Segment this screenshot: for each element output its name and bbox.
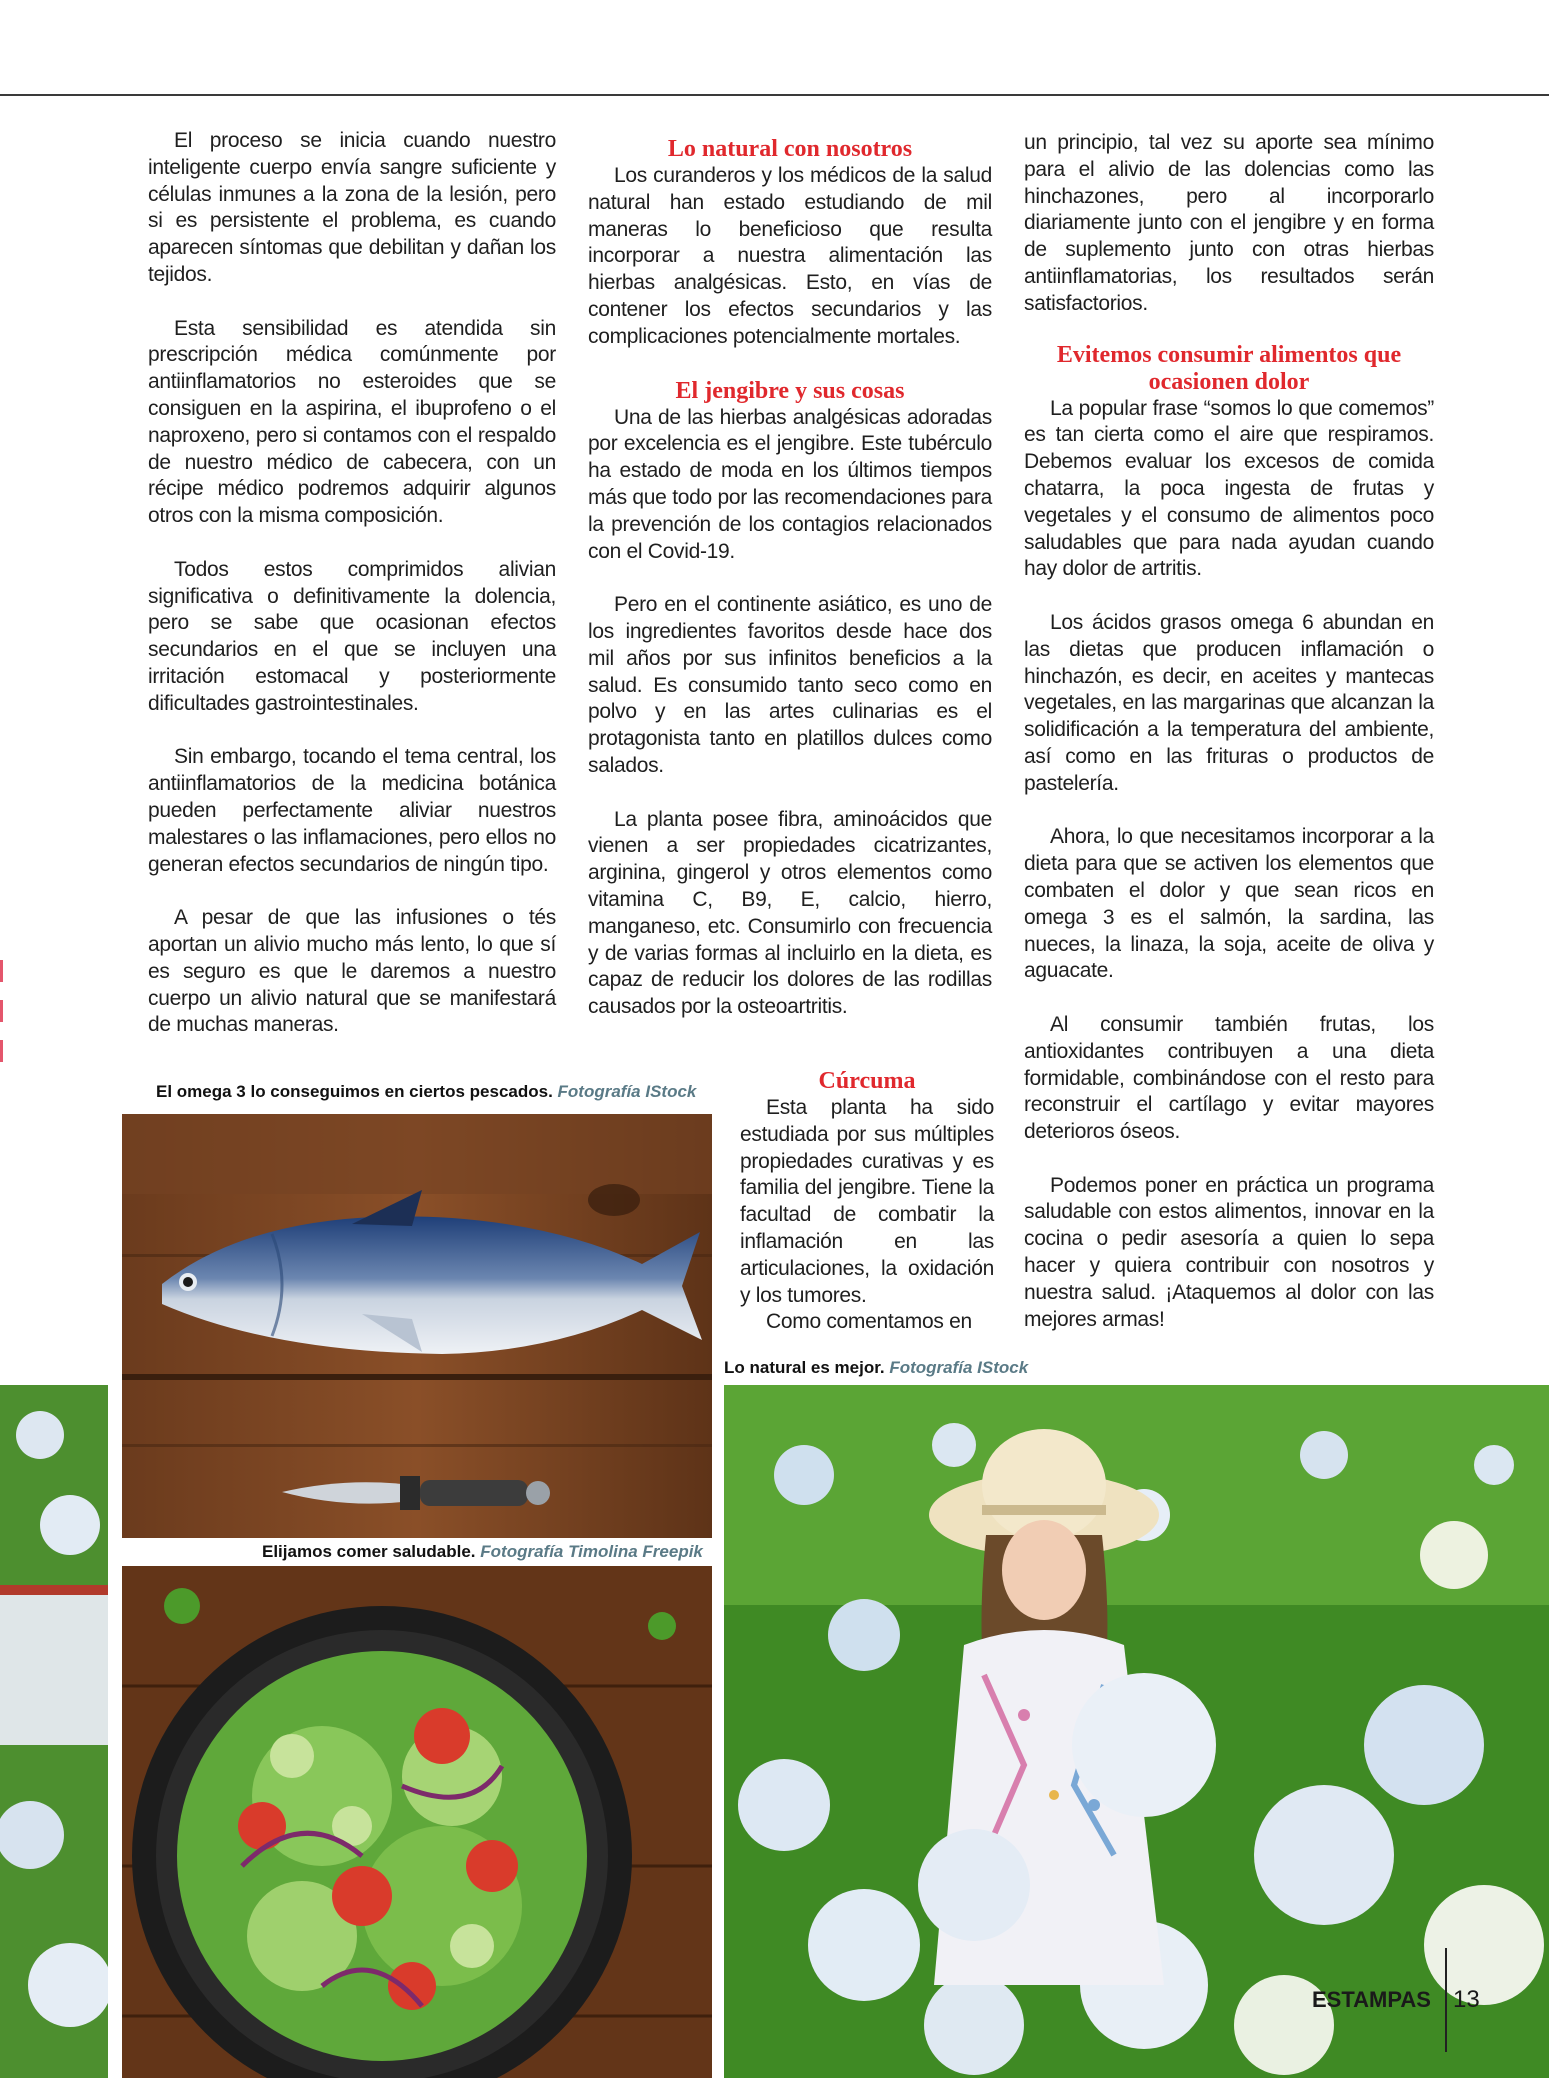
salad-photo-caption [262,1542,703,1562]
garden-photo-caption [724,1358,1028,1378]
paragraph: Como comentamos en [766,1310,972,1334]
paragraph: un principio, tal vez su aporte sea mínimo para el alivio de las dolencias como las hinchazones, pero al incorporarlo diariamente junto con el jengibre y en forma de suplemento junto con otras hierbas antiinflamatorias, los resultados serán satisfactorios. [1024,131,1434,315]
paragraph: La popular frase “somos lo que comemos” es tan cierta como el aire que respiramos. Debemos evaluar los excesos de comida chatarra, la poca ingesta de frutas y vegetales y el consumo de alimentos poco saludables que para nada ayudan cuando hay dolor de artritis. [1024,396,1434,581]
left-edge-photo [0,1385,108,2078]
section-heading: Lo natural con nosotros [667,136,913,162]
article-column-2 [588,136,992,1021]
paragraph: Sin embargo, tocando el tema central, los antiinflamatorios de la medicina botánica pueden perfectamente aliviar nuestros malestares o las inflamaciones, pero ellos no generan efectos secundarios de ningún tipo. [148,745,556,876]
caption-text: Elijamos comer saludable. [262,1542,476,1561]
photo-credit: Fotografía Timolina Freepik [480,1542,703,1561]
paragraph: A pesar de que las infusiones o tés aportan un alivio mucho más lento, lo que sí es seguro es que le daremos a nuestro cuerpo un alivio natural que se manifestará de muchas maneras. [148,906,556,1037]
paragraph: La planta posee fibra, aminoácidos que vienen a ser propiedades cicatrizantes, arginina, gingerol y otros elementos como vitamina C, B9, E, calcio, hierro, manganeso, etc. Consumirlo con frecuencia y de varias formas al incluirlo en la dieta, es capaz de reducir los dolores de las rodillas causados por la osteoartritis. [588,807,992,1019]
paragraph: Esta planta ha sido estudiada por sus múltiples propiedades curativas y es familia del jengibre. Tiene la facultad de combatir la inflamación en las articulaciones, la oxidación y los tumores. [740,1096,994,1307]
section-heading: El jengibre y sus cosas [675,377,905,404]
footer-divider [1445,1948,1447,2052]
salad-photo [122,1566,712,2078]
paragraph: Podemos poner en práctica un programa saludable con estos alimentos, innovar en la cocina o pedir asesoría a quien lo sepa hacer y quiera contribuir con nosotros y nuestra salud. ¡Ataquemos al dolor con las mejores armas! [1024,1173,1434,1331]
paragraph: El proceso se inicia cuando nuestro inteligente cuerpo envía sangre suficiente y células inmunes a la zona de la lesión, pero si es persistente el problema, es cuando aparecen síntomas que debilitan y dañan los tejidos. [148,129,556,286]
photo-credit: Fotografía IStock [557,1082,697,1101]
page-number: 13 [1452,1986,1480,2013]
top-rule [0,94,1549,96]
page-footer [1312,1948,1480,2052]
photo-credit: Fotografía IStock [889,1358,1029,1377]
magazine-name: ESTAMPAS [1312,1987,1431,2012]
article-column-1 [148,128,556,1039]
section-heading: Cúrcuma [818,1068,916,1094]
caption-text: El omega 3 lo conseguimos en ciertos pescados. [156,1082,553,1101]
section-heading: Evitemos consumir alimentos que ocasionen dolor [1056,341,1402,395]
article-column-3 [1024,130,1434,1333]
curcuma-section [740,1068,994,1336]
paragraph: Los ácidos grasos omega 6 abundan en las dietas que producen inflamación o hinchazón, es decir, en aceites y mantecas vegetales, en las margarinas que alcanzan la solidificación a la temperatura del ambiente, así como en las frituras o productos de pastelería. [1024,610,1434,795]
paragraph: Todos estos comprimidos alivian significativa o definitivamente la dolencia, pero se sabe que ocasionan efectos secundarios en el que se incluyen una irritación estomacal y posteriormente dificultades gastrointestinales. [148,557,556,715]
fish-photo [122,1114,712,1538]
margin-marks [0,960,3,1100]
paragraph: Una de las hierbas analgésicas adoradas por excelencia es el jengibre. Este tubérculo ha estado de moda en los últimos tiempos más que todo por las recomendaciones para la prevención de los contagios relacionados con el Covid-19. [588,405,992,563]
paragraph: Ahora, lo que necesitamos incorporar a la dieta para que se activen los elementos que combaten el dolor y que sean ricos en omega 3 es el salmón, la sardina, las nueces, la linaza, la soja, aceite de oliva y aguacate. [1024,825,1434,983]
paragraph: Esta sensibilidad es atendida sin prescripción médica comúnmente por antiinflamatorios no esteroides que se consiguen en la aspirina, el ibuprofeno o el naproxeno, pero si contamos con el respaldo de nuestro médico de cabecera, con un récipe médico podremos adquirir algunos otros con la misma composición. [148,316,556,528]
fish-photo-caption [156,1082,696,1102]
paragraph: Pero en el continente asiático, es uno de los ingredientes favoritos desde hace dos mil años por sus infinitos beneficios a la salud. Es consumido tanto seco como en polvo y en las artes culinarias es el protagonista tanto en platillos dulces como salados. [588,593,992,777]
paragraph: Al consumir también frutas, los antioxidantes contribuyen a una dieta formidable, combinándose con el resto para reconstruir el cartílago y evitar mayores deterioros óseos. [1024,1012,1434,1144]
paragraph: Los curanderos y los médicos de la salud natural han estado estudiando de mil maneras lo beneficioso que resulta incorporar a nuestra alimentación las hierbas analgésicas. Esto, en vías de contener los efectos secundarios y las complicaciones potencialmente mortales. [588,164,992,348]
caption-text: Lo natural es mejor. [724,1358,885,1377]
